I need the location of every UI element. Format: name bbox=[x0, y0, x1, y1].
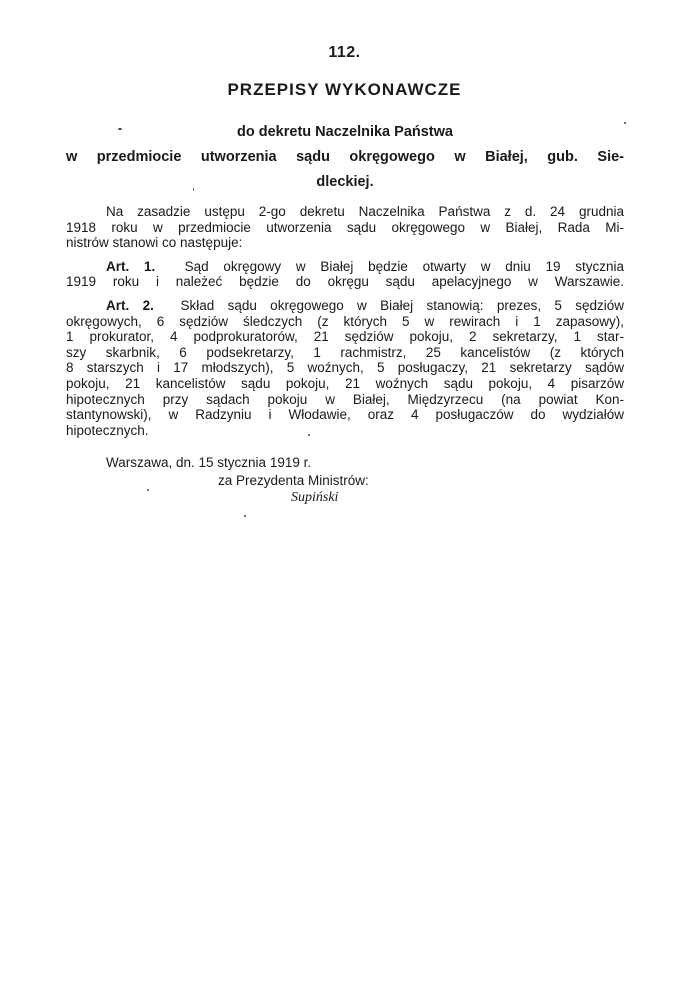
subtitle-line-2: w przedmiocie utworzenia sądu okręgowego w Białej, gub. Sie- bbox=[66, 149, 624, 165]
document-body bbox=[66, 204, 624, 446]
signatory-title: za Prezydenta Ministrów: bbox=[218, 473, 369, 488]
article-1-line-2: 1919 roku i należeć będzie do okręgu sądu apelacyjnego w Warszawie. bbox=[66, 274, 624, 290]
date-line: Warszawa, dn. 15 stycznia 1919 r. bbox=[106, 455, 312, 470]
article-2-line-8: stantynowski), w Radzyniu i Włodawie, oraz 4 posługaczów do wydziałów bbox=[66, 407, 624, 423]
article-2-line-3: 1 prokurator, 4 podprokuratorów, 21 sędziów pokoju, 2 sekretarzy, 1 star- bbox=[66, 329, 624, 345]
preamble-paragraph bbox=[66, 204, 624, 251]
subtitle-line-3: dleckiej. bbox=[316, 174, 374, 190]
article-2-line-2: okręgowych, 6 sędziów śledczych (z których 5 w rewirach i 1 zapasowy), bbox=[66, 313, 624, 329]
page-number: 112. bbox=[328, 44, 361, 61]
article-2-line-5: 8 starszych i 17 młodszych), 5 woźnych, 5 posługaczy, 21 sekretarzy sądów bbox=[66, 360, 624, 376]
article-2-line-7: hipotecznych przy sądach pokoju w Białej, Międzyrzecu (na powiat Kon- bbox=[66, 391, 624, 407]
article-2-label: Art. 2. bbox=[106, 297, 154, 313]
article-1-label: Art. 1. bbox=[106, 258, 156, 274]
article-2-paragraph bbox=[66, 298, 624, 438]
article-2-line-4: szy skarbnik, 6 podsekretarzy, 1 rachmistrz, 25 kancelistów (z których bbox=[66, 344, 624, 360]
subtitle-line-1: do dekretu Naczelnika Państwa bbox=[237, 124, 453, 140]
article-1-line-1 bbox=[66, 259, 624, 275]
article-2-text-1: Skład sądu okręgowego w Białej stanowią: prezes, 5 sędziów bbox=[180, 297, 625, 313]
preamble-line-1: Na zasadzie ustępu 2-go dekretu Naczelnika Państwa z d. 24 grudnia bbox=[106, 204, 624, 219]
article-2-line-6: pokoju, 21 kancelistów sądu pokoju, 21 woźnych sądu pokoju, 4 pisarzów bbox=[66, 375, 624, 391]
article-1-paragraph bbox=[66, 259, 624, 290]
article-1-text-1: Sąd okręgowy w Białej będzie otwarty w dniu 19 stycznia bbox=[184, 258, 625, 274]
scan-speck bbox=[193, 188, 194, 191]
article-2-line-9: hipotecznych. bbox=[66, 422, 149, 438]
scan-speck bbox=[244, 515, 246, 517]
scan-speck bbox=[118, 128, 122, 130]
scan-speck bbox=[624, 122, 626, 124]
preamble-line-3: nistrów stanowi co następuje: bbox=[66, 235, 243, 251]
article-2-line-1 bbox=[66, 298, 624, 314]
scan-speck bbox=[308, 434, 310, 436]
document-subtitle bbox=[66, 120, 624, 195]
document-title: PRZEPISY WYKONAWCZE bbox=[227, 80, 462, 99]
scan-speck bbox=[147, 489, 149, 491]
preamble-line-2: 1918 roku w przedmiocie utworzenia sądu okręgowego w Białej, Rada Mi- bbox=[66, 219, 624, 235]
signature: Supiński bbox=[291, 490, 339, 505]
